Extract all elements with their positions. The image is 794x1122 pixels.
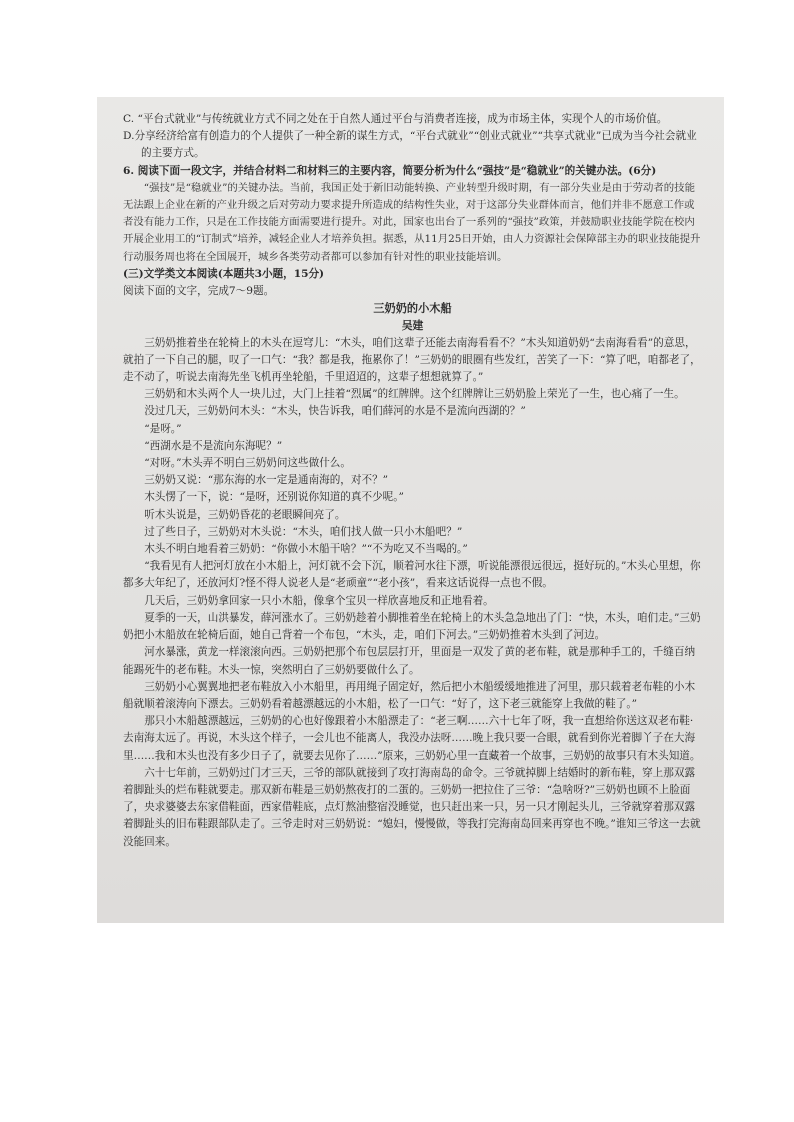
story-paragraph: 听木头说是，三奶奶昏花的老眼瞬间亮了。 xyxy=(144,508,346,521)
story-paragraph: “是呀。” xyxy=(144,422,182,435)
story-title: 三奶奶的小木船 xyxy=(373,301,452,316)
story-paragraph: 六十七年前，三奶奶过门才三天，三爷的部队就接到了攻打海南岛的命令。三爷就掉脚上结婚时的新布鞋，穿上那双露着脚趾头的烂布鞋就要走。那双新布鞋是三奶奶熬夜打的二蛋的。三奶奶一把拉住了三爷：“急啥呀?”三奶奶也顾不上脸面了，央求婆婆去东家借鞋面，西家借鞋底，点灯熬油整宿没睡觉，也只赶出来一只，另一只才刚起头儿，三爷就穿着那双露着脚趾头的旧布鞋跟部队走了。三爷走时对三奶奶说：“媳妇，慢慢做，等我打完海南岛回来再穿也不晚。”谁知三爷这一去就没能回来。 xyxy=(123,766,701,848)
story-paragraph: 那只小木船越漂越远，三奶奶的心也好像跟着小木船漂走了：“老三啊……六十七年了呀，我一直想给你送这双老布鞋·去南海太远了。再说，木头这个样子，一会儿也不能离人，我没办法呀……晚上我只要一合眼，就看到你光着脚丫子在大海里……我和木头也没有多少日子了，就要去见你了……”原来，三奶奶心里一直藏着一个故事，三奶奶的故事只有木头知道。 xyxy=(123,715,701,762)
story-paragraph: “对呀。”木头弄不明白三奶奶问这些做什么。 xyxy=(144,457,351,470)
option-d: D.分享经济给富有创造力的个人提供了一种全新的谋生方式，“平台式就业”“创业式就业”“共享式就业”已成为当今社会就业的主要方式。 xyxy=(123,130,697,160)
question-6: 6. 阅读下面一段文字，并结合材料二和材料三的主要内容，简要分析为什么“强技”是“稳就业”的关键办法。(6分) xyxy=(123,164,657,177)
story-paragraph: 三奶奶小心翼翼地把老布鞋放入小木船里，再用绳子固定好，然后把小木船缓缓地推进了河里，那只载着老布鞋的小木船就顺着滚涛向下漂去。三奶奶看着越漂越远的小木船，松了一口气：“好了，这下老三就能穿上我做的鞋了。” xyxy=(123,680,696,710)
question-6-passage: “强技”是“稳就业”的关键办法。当前，我国正处于新旧动能转换、产业转型升级时期，有一部分失业是由于劳动者的技能无法跟上企业在新的产业升级之后对劳动力要求提升所造成的结构性失业，对于这部分失业群体而言，他们并非不愿意工作或者没有能力工作，只是在工作技能方面需要进行提升。对此，国家也出台了一系列的“强技”政策，并鼓励职业技能学院在校内开展企业用工的“订制式”培养，减轻企业人才培养负担。据悉，从11月25日开始，由人力资源社会保障部主办的职业技能提升行动服务周也将在全国展开，城乡各类劳动者都可以参加有针对性的职业技能培训。 xyxy=(123,181,701,263)
story-paragraph: 木头愣了一下，说：“是呀，还别说你知道的真不少呢。” xyxy=(144,491,404,504)
story-author: 吴建 xyxy=(401,319,424,333)
story-paragraph: 过了些日子，三奶奶对木头说：“木头，咱们找人做一只小木船吧？” xyxy=(144,525,463,538)
story-paragraph: 几天后，三奶奶拿回家一只小木船，像拿个宝贝一样欣喜地反和正地看着。 xyxy=(144,594,494,607)
story-paragraph: 夏季的一天，山洪暴发，薛河涨水了。三奶奶趁着小脚推着坐在轮椅上的木头急急地出了门：“快，木头，咱们走。”三奶奶把小木船放在轮椅后面，她自己背着一个布包，“木头，走，咱们下河去。”三奶奶推着木头到了河边。 xyxy=(123,611,701,642)
reading-instruction: 阅读下面的文字，完成7～9题。 xyxy=(123,285,275,298)
story-paragraph: 没过几天，三奶奶问木头：“木头，快告诉我，咱们薛河的水是不是流向西湖的？” xyxy=(144,405,526,418)
story-paragraph: 木头不明白地看着三奶奶：“你做小木船干啥？”“不为吃又不当喝的。” xyxy=(144,543,468,556)
story-paragraph: 三奶奶又说：“那东海的水一定是通南海的，对不？” xyxy=(144,474,389,487)
story-paragraph: “西湖水是不是流向东海呢？” xyxy=(144,439,283,452)
document-photo xyxy=(97,97,724,923)
story-paragraph: 三奶奶和木头两个人一块儿过，大门上挂着“烈属”的红牌牌。这个红牌牌让三奶奶脸上荣光了一生，也心痛了一生。 xyxy=(144,388,685,401)
story-paragraph: 三奶奶推着坐在轮椅上的木头在逗穹儿：“木头，咱们这辈子还能去南海看看不？”木头知道奶奶“去南海看看”的意思，就拍了一下自己的腿，叹了一口气：“我？都是我，拖累你了！”三奶奶的眼圈有些发红，苦笑了一下：“算了吧，咱都老了，走不动了，听说去南海先坐飞机再坐轮船，千里迢迢的，这辈子想想就算了。” xyxy=(123,336,701,384)
section-heading: (三)文学类文本阅读(本题共3小题，15分) xyxy=(123,267,325,280)
story-paragraph: 河水暴涨，黄龙一样滚滚向西。三奶奶把那个布包层层打开，里面是一双发了黄的老布鞋，就是那种手工的，千缝百纳能踢死牛的老布鞋。木头一惊，突然明白了三奶奶要做什么了。 xyxy=(123,646,696,676)
story-paragraph: “我看见有人把河灯放在小木船上，河灯就不会下沉，顺着河水往下漂，听说能漂很远很远，挺好玩的。”木头心里想，你都多大年纪了，还放河灯?怪不得人说老人是“老顽童”“老小孩”，看来这话说得一点也不假。 xyxy=(123,560,701,590)
option-c: C. “平台式就业”与传统就业方式不同之处在于自然人通过平台与消费者连接，成为市场主体，实现个人的市场价值。 xyxy=(123,113,668,125)
